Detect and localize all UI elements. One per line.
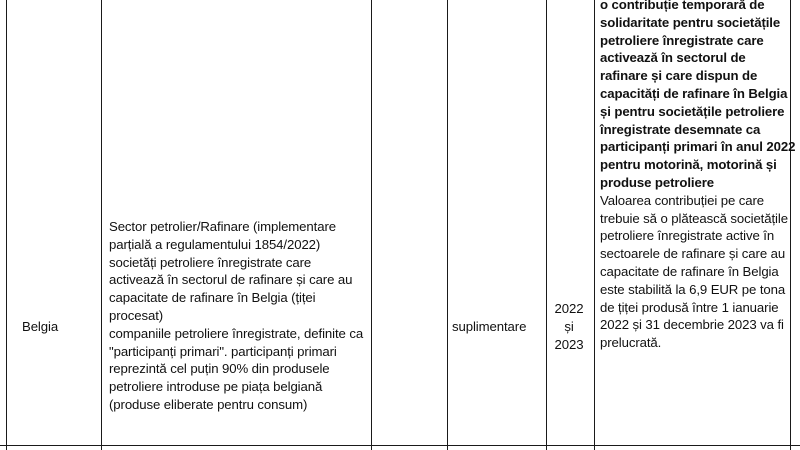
year-conjunction: și [564, 318, 574, 334]
table-column-divider [101, 0, 102, 450]
table-column-divider [546, 0, 547, 450]
table-column-divider [594, 0, 595, 450]
table-column-divider [371, 0, 372, 450]
years-cell [548, 300, 590, 353]
table-column-divider [447, 0, 448, 450]
sector-description-cell [109, 218, 367, 414]
details-contribution-text: o contribuție temporară de solidaritate pentru societățile petroliere înregistrate care activează în sectorul de rafinare și care dispun de capacități de rafinare în Belgia și pentru societățile petroliere înregistrate desemnate ca participanți primari în anul 2022 pentru motorină, motorină și produse petroliere [600, 0, 796, 190]
contribution-type-cell: suplimentare [452, 319, 527, 334]
year-start: 2022 [554, 301, 584, 316]
primary-participants-text: companiile petroliere înregistrate, definite ca "participanți primari". participanți primari reprezintă cel puțin 90% din produsele petroliere introduse pe piața belgiană (produse eliberate pentru consum) [109, 325, 364, 412]
table-border-left [6, 0, 7, 450]
details-amount-text: Valoarea contribuției pe care trebuie să o plătească societățile petroliere înregistrate active în sectoarele de rafinare și care au capacitate de rafinare în Belgia este stabilită la 6,9 EUR pe tona de țiței produsă între 1 ianuarie 2022 și 31 decembrie 2023 va fi prelucrată. [600, 192, 788, 351]
details-cell [600, 0, 796, 352]
table-row-border [0, 445, 800, 446]
year-end: 2023 [554, 336, 584, 352]
sector-description-text: Sector petrolier/Rafinare (implementare parțială a regulamentului 1854/2022) societăți petroliere înregistrate care activează în sectorul de rafinare și care au capacitate de rafinare în Belgia (țiței procesat) [109, 219, 353, 323]
country-cell: Belgia [22, 319, 59, 334]
